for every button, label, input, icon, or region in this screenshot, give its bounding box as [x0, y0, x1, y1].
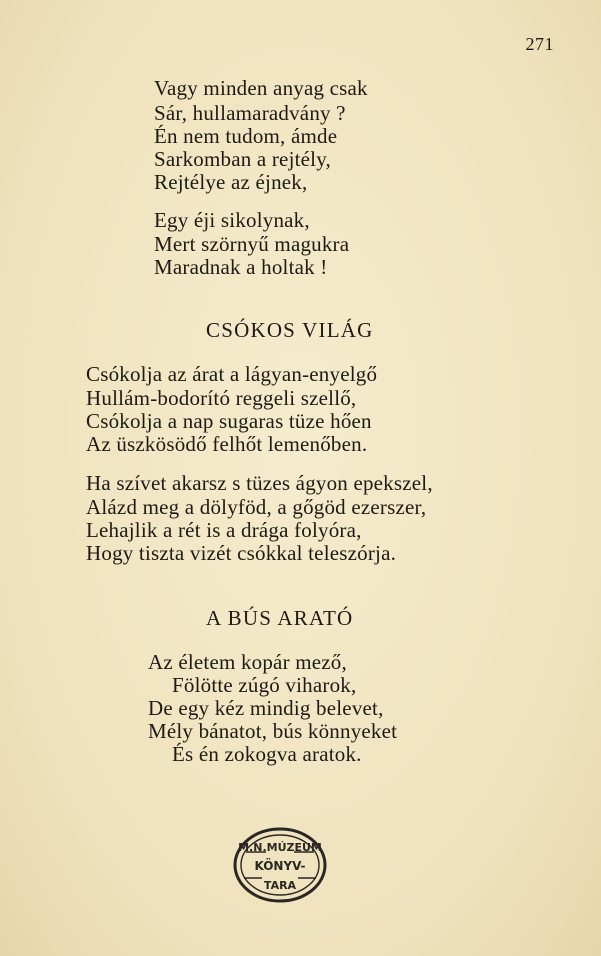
stamp-text-top: M.N.MÚZEUM	[238, 841, 322, 854]
verse-line: Sár, hullamaradvány ?	[154, 101, 346, 125]
verse-line: Lehajlik a rét is a drága folyóra,	[86, 518, 362, 542]
stamp-text-bottom: TARA	[263, 879, 297, 892]
poem-title: CSÓKOS VILÁG	[206, 318, 374, 342]
verse-line: Rejtélye az éjnek,	[154, 170, 308, 194]
verse-line: Mert szörnyű magukra	[154, 232, 350, 256]
page-number: 271	[525, 34, 554, 54]
verse-line: Csókolja az árat a lágyan-enyelgő	[86, 362, 378, 386]
verse-line: De egy kéz mindig belevet,	[148, 696, 384, 720]
verse-line: Vagy minden anyag csak	[154, 76, 368, 100]
verse-line: Maradnak a holtak !	[154, 255, 328, 279]
verse-line: Hogy tiszta vizét csókkal teleszórja.	[86, 541, 397, 565]
library-stamp	[232, 826, 328, 904]
verse-line: Ha szívet akarsz s tüzes ágyon epekszel,	[86, 471, 433, 495]
verse-line: Alázd meg a dölyföd, a gőgöd ezerszer,	[86, 495, 427, 519]
poem-title: A BÚS ARATÓ	[206, 606, 354, 630]
verse-line: Egy éji sikolynak,	[154, 208, 310, 232]
verse-line: Sarkomban a rejtély,	[154, 147, 331, 171]
stamp-text-middle: KÖNYV-	[254, 859, 306, 873]
verse-line: Én nem tudom, ámde	[154, 124, 338, 148]
verse-line: Az üszkösödő felhőt lemenőben.	[86, 432, 368, 456]
verse-line: Csókolja a nap sugaras tüze hően	[86, 409, 372, 433]
verse-line: Az életem kopár mező,	[148, 650, 347, 674]
verse-line: Fölötte zúgó viharok,	[172, 673, 357, 697]
verse-line: És én zokogva aratok.	[172, 742, 362, 766]
verse-line: Mély bánatot, bús könnyeket	[148, 719, 398, 743]
verse-line: Hullám-bodorító reggeli szellő,	[86, 386, 357, 410]
